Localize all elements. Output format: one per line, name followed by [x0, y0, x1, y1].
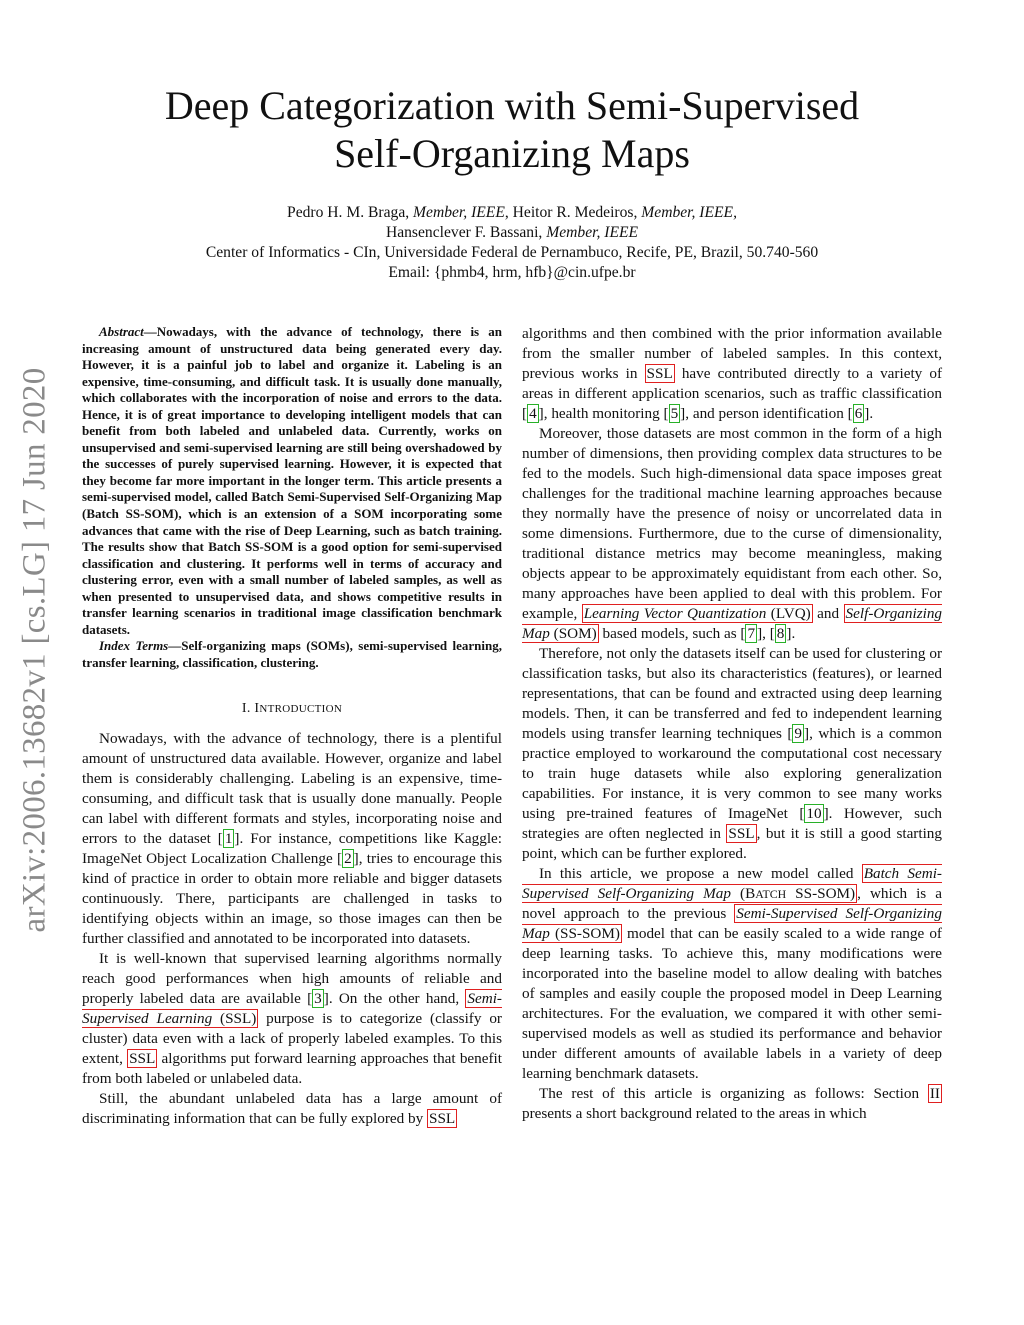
title-line-1: Deep Categorization with Semi-Supervised: [164, 83, 860, 128]
acronym-link-ssl[interactable]: SSL: [646, 365, 673, 382]
citation-link-3[interactable]: 3: [314, 990, 322, 1008]
right-paragraph-2: Moreover, those datasets are most common in the form of a high number of dimensions, then providing complex data structures to be fed to the models. Such high-dimensional data space imposes great challenges for the traditional machine learning approaches because they normally have the presence of noisy or uncorrelated data in some dimensions. Furthermore, due to the curse of dimensionality, traditional distance metrics may become meaningless, making objects appear to be approximately equidistant from each other. So, many approaches have been applied to deal with this problem. For example, Learning Vector Quantization (LVQ) and Self-Organizing Map (SOM) based models, such as [ 7 ], [ 8 ].: [522, 425, 943, 642]
index-terms-label: Index Terms: [99, 638, 169, 654]
abstract-label: Abstract: [99, 324, 144, 339]
email: Email: {phmb4, hrm, hfb}@cin.ufpe.br: [388, 264, 636, 281]
left-column: [82, 324, 502, 1129]
acronym-link-ss-som[interactable]: Semi-Supervised Self-Organizing Map (SS-SOM): [522, 905, 942, 942]
section-link-2[interactable]: II: [929, 1085, 940, 1102]
acronym-link-lvq[interactable]: Learning Vector Quantization (LVQ): [583, 605, 811, 622]
affiliation: Center of Informatics - CIn, Universidade Federal de Pernambuco, Recife, PE, Brazil, 50.740-560: [205, 244, 819, 261]
right-paragraph-5: The rest of this article is organizing as follows: Section II presents a short background related to the areas in which: [522, 1085, 940, 1122]
citation-link-7[interactable]: 7: [747, 625, 756, 642]
intro-paragraph-1: Nowadays, with the advance of technology, there is a plentiful amount of unstructured data available. However, organize and label them is considerably challenging. Labeling is an expensive, time-consuming, and difficult task that is usually done manually. People can label with different formats and styles, incorporating noise and errors to the dataset [ 1 ]. For instance, competitions like Kaggle: ImageNet Object Localization Challenge [ 2 ], tries to encourage this kind of practice in order to obtain more reliable and bigger datasets continuously. There, participants are challenged in tasks to identifying objects within an image, so those images can then be further classified and annotated to be incorporated into datasets.: [82, 730, 503, 948]
citation-link-4[interactable]: 4: [529, 405, 537, 422]
abstract: Abstract—Nowadays, with the advance of technology, there is an increasing amount of unstructured data being generated every day. However, it is a painful job to label and organize it. Labeling is an expensive, time-consuming, and difficult task. It is usually done manually, which collaborates with the incorporation of noise and errors to the data. Hence, it is of great importance to developing intelligent models that can benefit from both labeled and unlabeled data. Currently, works on unsupervised and semi-supervised learning are still being overshadowed by the successes of purely supervised learning. However, it is expected that they become far more important in the longer term. This article presents a semi-supervised model, called Batch Semi-Supervised Self-Organizing Map (Batch SS-SOM), which is an extension of a SOM incorporating some advances that came with the rise of Deep Learning, such as batch training. The results show that Batch SS-SOM is a good option for semi-supervised classification and clustering. It performs well in terms of accuracy and clustering error, even with a small number of labeled samples, as well as when presented to unsupervised data, and shows competitive results in transfer learning scenarios in traditional image classification benchmark datasets.: [82, 324, 502, 637]
right-column: [522, 324, 942, 1124]
citation-link-9[interactable]: 9: [794, 725, 803, 742]
author-line-2: Hansenclever F. Bassani, Member, IEEE: [385, 224, 639, 241]
author-block: [80, 203, 944, 283]
intro-paragraph-3: Still, the abundant unlabeled data has a large amount of discriminating information that can be fully explored by SSL: [82, 1090, 502, 1128]
index-terms: Index Terms—Self-organizing maps (SOMs), semi-supervised learning, transfer learning, classification, clustering.: [82, 638, 502, 670]
acronym-link-ssl-definition[interactable]: Semi-Supervised Learning (SSL): [82, 990, 502, 1028]
author-line-1: Pedro H. M. Braga, Member, IEEE, Heitor R. Medeiros, Member, IEEE,: [287, 204, 737, 221]
right-paragraph-1: algorithms and then combined with the prior information available from the smaller number of labeled samples. In this context, previous works in SSL have contributed directly to a variety of areas in different application scenarios, such as traffic classification [ 4 ], health monitoring [ 5 ], and person identification [ 6 ].: [522, 325, 943, 422]
citation-link-6[interactable]: 6: [854, 405, 863, 422]
citation-link-8[interactable]: 8: [776, 625, 785, 642]
right-paragraph-4: In this article, we propose a new model called Batch Semi-Supervised Self-Organizing Map (BATCH SS-SOM) , which is a novel approach to the previous Semi-Supervised Self-Organizing Map (SS-SOM) model that can be easily scaled to a wide range of deep learning tasks. To achieve this, many modifications were incorporated into the baseline model to allow dealing with batches of samples and easily couple the proposed model in Deep Learning architectures. For the evaluation, we compared it with other semi-supervised models as well as studied its performance and behavior under different amounts of available labels in a variety of deep learning benchmark datasets.: [522, 865, 942, 1082]
arxiv-identifier: arXiv:2006.13682v1 [cs.LG] 17 Jun 2020: [16, 367, 53, 933]
intro-paragraph-2: It is well-known that supervised learning algorithms normally reach good performances when high amounts of reliable and properly labeled data are available [ 3 ]. On the other hand, Semi-Supervised Learning (SSL) purpose is to categorize (classify or cluster) data even with a lack of properly labeled examples. To this extent, SSL algorithms put forward learning approaches that benefit from both labeled or unlabeled data.: [82, 950, 502, 1088]
section-heading-introduction: I. INTRODUCTION: [241, 701, 343, 717]
acronym-link-batch-ss-som[interactable]: Batch Semi-Supervised Self-Organizing Map (BATCH SS-SOM): [522, 865, 942, 902]
citation-link-10[interactable]: 10: [806, 805, 822, 822]
acronym-link-ssl[interactable]: SSL: [129, 1050, 156, 1068]
title-line-2: Self-Organizing Maps: [334, 131, 690, 176]
acronym-link-som[interactable]: Self-Organizing Map (SOM): [522, 605, 943, 642]
citation-link-1[interactable]: 1: [224, 830, 233, 848]
acronym-link-ssl[interactable]: SSL: [728, 825, 755, 842]
arxiv-sidebar: [12, 355, 58, 945]
citation-link-5[interactable]: 5: [670, 405, 679, 422]
paper-title: [80, 82, 944, 178]
right-paragraph-3: Therefore, not only the datasets itself can be used for clustering or classification tasks, but also its characteristics (features), or learned representations, that can be found and extracted using deep learning models. Then, it can be transferred and fed to independent learning models using transfer learning techniques [ 9 ], which is a common practice employed to workaround the computational cost necessary to train huge datasets while also exploring generalization capabilities. For instance, it is very common to see many works using pre-trained features of ImageNet [ 10 ]. However, such strategies are often neglected in SSL , but it is still a good starting point, which can be further explored.: [522, 645, 942, 862]
citation-link-2[interactable]: 2: [344, 850, 352, 868]
acronym-link-ssl[interactable]: SSL: [429, 1110, 456, 1128]
